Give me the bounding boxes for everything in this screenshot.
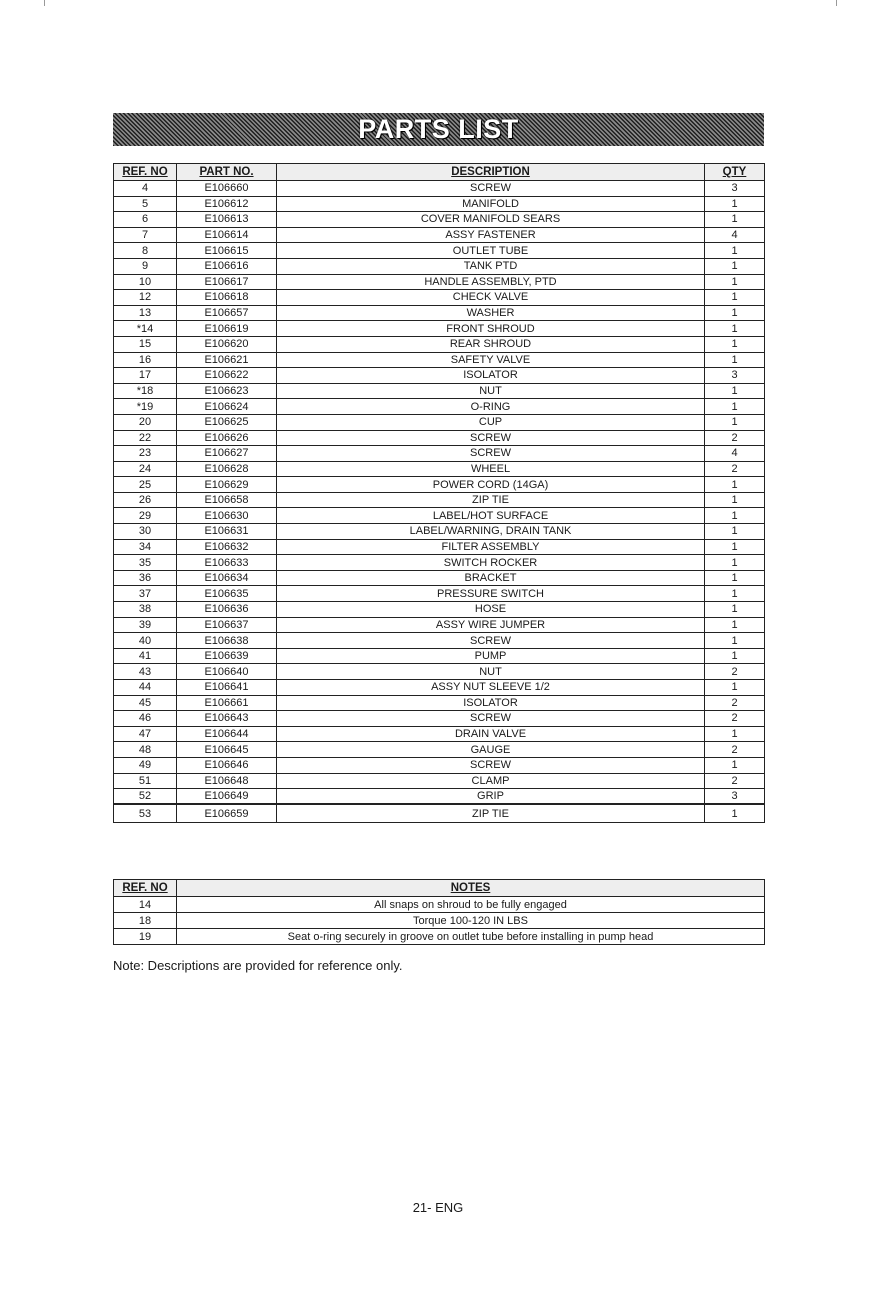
cell-description: SCREW xyxy=(277,446,705,462)
note-cell-ref-no: 19 xyxy=(114,929,177,945)
cell-description: O-RING xyxy=(277,399,705,415)
cell-description: FRONT SHROUD xyxy=(277,321,705,337)
cell-part-no: E106643 xyxy=(177,711,277,727)
cell-description: WASHER xyxy=(277,305,705,321)
table-row xyxy=(114,757,765,773)
cell-description: PRESSURE SWITCH xyxy=(277,586,705,602)
cell-qty: 2 xyxy=(705,430,765,446)
cell-qty: 1 xyxy=(705,648,765,664)
cell-part-no: E106646 xyxy=(177,757,277,773)
cell-ref-no: 20 xyxy=(114,414,177,430)
cell-description: TANK PTD xyxy=(277,258,705,274)
cell-part-no: E106621 xyxy=(177,352,277,368)
cell-part-no: E106613 xyxy=(177,212,277,228)
cell-part-no: E106645 xyxy=(177,742,277,758)
note-cell-text: All snaps on shroud to be fully engaged xyxy=(177,897,765,913)
cell-ref-no: 13 xyxy=(114,305,177,321)
table-row xyxy=(114,804,765,822)
cell-description: ZIP TIE xyxy=(277,804,705,822)
cell-description: HANDLE ASSEMBLY, PTD xyxy=(277,274,705,290)
cell-part-no: E106635 xyxy=(177,586,277,602)
cell-ref-no: 29 xyxy=(114,508,177,524)
cell-qty: 1 xyxy=(705,508,765,524)
cell-ref-no: 41 xyxy=(114,648,177,664)
cell-ref-no: 51 xyxy=(114,773,177,789)
cell-qty: 1 xyxy=(705,383,765,399)
cell-description: ISOLATOR xyxy=(277,695,705,711)
cell-part-no: E106627 xyxy=(177,446,277,462)
table-row xyxy=(114,539,765,555)
table-row xyxy=(114,617,765,633)
cell-ref-no: 26 xyxy=(114,492,177,508)
cell-qty: 1 xyxy=(705,321,765,337)
cell-qty: 1 xyxy=(705,539,765,555)
cell-ref-no: 9 xyxy=(114,258,177,274)
cell-description: LABEL/WARNING, DRAIN TANK xyxy=(277,524,705,540)
cell-ref-no: 52 xyxy=(114,789,177,805)
cell-description: CUP xyxy=(277,414,705,430)
cell-part-no: E106640 xyxy=(177,664,277,680)
cell-ref-no: 4 xyxy=(114,181,177,197)
cell-description: ZIP TIE xyxy=(277,492,705,508)
cell-description: NUT xyxy=(277,383,705,399)
table-row xyxy=(114,181,765,197)
cell-part-no: E106634 xyxy=(177,570,277,586)
cell-qty: 1 xyxy=(705,633,765,649)
cell-part-no: E106619 xyxy=(177,321,277,337)
cell-description: BRACKET xyxy=(277,570,705,586)
cell-ref-no: 12 xyxy=(114,290,177,306)
table-row xyxy=(114,570,765,586)
cell-description: GRIP xyxy=(277,789,705,805)
note-cell-ref-no: 18 xyxy=(114,913,177,929)
cell-qty: 1 xyxy=(705,492,765,508)
cell-ref-no: 6 xyxy=(114,212,177,228)
reference-footnote: Note: Descriptions are provided for reference only. xyxy=(113,958,403,973)
table-row xyxy=(114,508,765,524)
cell-qty: 1 xyxy=(705,524,765,540)
cell-part-no: E106625 xyxy=(177,414,277,430)
cell-ref-no: 39 xyxy=(114,617,177,633)
cell-description: ASSY WIRE JUMPER xyxy=(277,617,705,633)
cell-ref-no: 46 xyxy=(114,711,177,727)
cell-description: SCREW xyxy=(277,430,705,446)
cell-qty: 1 xyxy=(705,336,765,352)
cell-description: CLAMP xyxy=(277,773,705,789)
cell-qty: 1 xyxy=(705,477,765,493)
cell-qty: 1 xyxy=(705,258,765,274)
cell-ref-no: 49 xyxy=(114,757,177,773)
note-row xyxy=(114,897,765,913)
cell-ref-no: 47 xyxy=(114,726,177,742)
note-row xyxy=(114,913,765,929)
cell-part-no: E106644 xyxy=(177,726,277,742)
table-row xyxy=(114,648,765,664)
cell-description: MANIFOLD xyxy=(277,196,705,212)
cell-description: ISOLATOR xyxy=(277,368,705,384)
table-row xyxy=(114,383,765,399)
cell-description: CHECK VALVE xyxy=(277,290,705,306)
cell-description: COVER MANIFOLD SEARS xyxy=(277,212,705,228)
header-part-no: PART NO. xyxy=(177,164,277,181)
cell-part-no: E106632 xyxy=(177,539,277,555)
cell-description: FILTER ASSEMBLY xyxy=(277,539,705,555)
cell-description: WHEEL xyxy=(277,461,705,477)
cell-ref-no: 40 xyxy=(114,633,177,649)
table-row xyxy=(114,492,765,508)
cell-part-no: E106637 xyxy=(177,617,277,633)
page-number: 21- ENG xyxy=(412,1200,464,1215)
parts-table xyxy=(113,163,765,823)
cell-qty: 2 xyxy=(705,664,765,680)
cell-qty: 1 xyxy=(705,602,765,618)
cell-part-no: E106630 xyxy=(177,508,277,524)
cell-description: DRAIN VALVE xyxy=(277,726,705,742)
parts-table-header xyxy=(114,164,765,181)
table-row xyxy=(114,274,765,290)
cell-description: ASSY FASTENER xyxy=(277,227,705,243)
cell-part-no: E106622 xyxy=(177,368,277,384)
cell-ref-no: 16 xyxy=(114,352,177,368)
header-ref-no: REF. NO xyxy=(114,164,177,181)
header-qty: QTY xyxy=(705,164,765,181)
table-row xyxy=(114,726,765,742)
table-row xyxy=(114,227,765,243)
cell-ref-no: 30 xyxy=(114,524,177,540)
cell-qty: 1 xyxy=(705,414,765,430)
cell-ref-no: 7 xyxy=(114,227,177,243)
cell-qty: 3 xyxy=(705,368,765,384)
cell-description: LABEL/HOT SURFACE xyxy=(277,508,705,524)
note-row xyxy=(114,929,765,945)
table-row xyxy=(114,461,765,477)
cell-qty: 1 xyxy=(705,617,765,633)
cell-ref-no: *18 xyxy=(114,383,177,399)
table-row xyxy=(114,586,765,602)
cell-part-no: E106615 xyxy=(177,243,277,259)
cell-ref-no: 38 xyxy=(114,602,177,618)
cell-qty: 2 xyxy=(705,711,765,727)
table-row xyxy=(114,321,765,337)
cell-qty: 4 xyxy=(705,227,765,243)
cell-part-no: E106628 xyxy=(177,461,277,477)
cell-part-no: E106639 xyxy=(177,648,277,664)
header-description: DESCRIPTION xyxy=(277,164,705,181)
notes-table xyxy=(113,879,765,945)
cell-qty: 2 xyxy=(705,695,765,711)
cell-description: SCREW xyxy=(277,633,705,649)
cell-qty: 1 xyxy=(705,804,765,822)
cell-part-no: E106612 xyxy=(177,196,277,212)
table-row xyxy=(114,555,765,571)
cell-ref-no: *14 xyxy=(114,321,177,337)
table-row xyxy=(114,680,765,696)
cell-qty: 3 xyxy=(705,181,765,197)
cell-part-no: E106614 xyxy=(177,227,277,243)
cell-part-no: E106620 xyxy=(177,336,277,352)
table-row xyxy=(114,368,765,384)
table-row xyxy=(114,336,765,352)
cell-description: SWITCH ROCKER xyxy=(277,555,705,571)
cell-qty: 1 xyxy=(705,586,765,602)
cell-qty: 2 xyxy=(705,773,765,789)
cell-description: SCREW xyxy=(277,181,705,197)
cell-description: POWER CORD (14GA) xyxy=(277,477,705,493)
table-row xyxy=(114,290,765,306)
cell-ref-no: 43 xyxy=(114,664,177,680)
cell-part-no: E106631 xyxy=(177,524,277,540)
table-row xyxy=(114,430,765,446)
cell-ref-no: 22 xyxy=(114,430,177,446)
cell-ref-no: 48 xyxy=(114,742,177,758)
table-row xyxy=(114,258,765,274)
cell-part-no: E106626 xyxy=(177,430,277,446)
cell-qty: 1 xyxy=(705,274,765,290)
cell-description: SAFETY VALVE xyxy=(277,352,705,368)
notes-header-notes: NOTES xyxy=(177,880,765,897)
table-row xyxy=(114,446,765,462)
cell-qty: 1 xyxy=(705,757,765,773)
cell-qty: 1 xyxy=(705,243,765,259)
parts-table-body xyxy=(114,181,765,823)
cell-part-no: E106641 xyxy=(177,680,277,696)
cell-ref-no: *19 xyxy=(114,399,177,415)
cell-part-no: E106633 xyxy=(177,555,277,571)
cell-part-no: E106624 xyxy=(177,399,277,415)
cell-ref-no: 10 xyxy=(114,274,177,290)
table-row xyxy=(114,789,765,805)
cell-part-no: E106657 xyxy=(177,305,277,321)
page-title: PARTS LIST xyxy=(358,114,519,144)
cell-description: HOSE xyxy=(277,602,705,618)
cell-qty: 1 xyxy=(705,305,765,321)
cell-ref-no: 44 xyxy=(114,680,177,696)
cell-part-no: E106638 xyxy=(177,633,277,649)
table-row xyxy=(114,196,765,212)
table-row xyxy=(114,399,765,415)
table-row xyxy=(114,352,765,368)
cell-ref-no: 53 xyxy=(114,804,177,822)
table-row xyxy=(114,711,765,727)
cell-ref-no: 34 xyxy=(114,539,177,555)
cell-ref-no: 24 xyxy=(114,461,177,477)
cell-qty: 1 xyxy=(705,212,765,228)
table-row xyxy=(114,243,765,259)
table-row xyxy=(114,773,765,789)
cell-ref-no: 35 xyxy=(114,555,177,571)
table-row xyxy=(114,664,765,680)
cell-qty: 1 xyxy=(705,680,765,696)
cell-qty: 2 xyxy=(705,461,765,477)
cell-qty: 1 xyxy=(705,555,765,571)
table-row xyxy=(114,414,765,430)
cell-ref-no: 45 xyxy=(114,695,177,711)
cell-part-no: E106660 xyxy=(177,181,277,197)
cell-part-no: E106649 xyxy=(177,789,277,805)
notes-table-header xyxy=(114,880,765,897)
cell-ref-no: 23 xyxy=(114,446,177,462)
cell-qty: 1 xyxy=(705,570,765,586)
table-row xyxy=(114,695,765,711)
cell-part-no: E106616 xyxy=(177,258,277,274)
cell-part-no: E106617 xyxy=(177,274,277,290)
cell-ref-no: 5 xyxy=(114,196,177,212)
cell-description: OUTLET TUBE xyxy=(277,243,705,259)
note-cell-text: Seat o-ring securely in groove on outlet tube before installing in pump head xyxy=(177,929,765,945)
cell-description: REAR SHROUD xyxy=(277,336,705,352)
table-row xyxy=(114,524,765,540)
cell-description: ASSY NUT SLEEVE 1/2 xyxy=(277,680,705,696)
cell-part-no: E106661 xyxy=(177,695,277,711)
table-row xyxy=(114,742,765,758)
cell-description: SCREW xyxy=(277,757,705,773)
cell-qty: 1 xyxy=(705,399,765,415)
cell-part-no: E106623 xyxy=(177,383,277,399)
table-row xyxy=(114,212,765,228)
parts-list-banner xyxy=(113,113,764,146)
cell-part-no: E106648 xyxy=(177,773,277,789)
cell-qty: 4 xyxy=(705,446,765,462)
cell-description: NUT xyxy=(277,664,705,680)
note-cell-text: Torque 100-120 IN LBS xyxy=(177,913,765,929)
cell-ref-no: 25 xyxy=(114,477,177,493)
cell-qty: 1 xyxy=(705,352,765,368)
cell-part-no: E106618 xyxy=(177,290,277,306)
cell-ref-no: 36 xyxy=(114,570,177,586)
cell-description: SCREW xyxy=(277,711,705,727)
cell-ref-no: 37 xyxy=(114,586,177,602)
table-row xyxy=(114,305,765,321)
cell-description: GAUGE xyxy=(277,742,705,758)
table-row xyxy=(114,477,765,493)
table-row xyxy=(114,633,765,649)
cell-qty: 2 xyxy=(705,742,765,758)
cell-part-no: E106636 xyxy=(177,602,277,618)
cell-qty: 3 xyxy=(705,789,765,805)
crop-mark-left xyxy=(44,0,45,6)
crop-mark-right xyxy=(836,0,837,6)
cell-ref-no: 15 xyxy=(114,336,177,352)
cell-ref-no: 17 xyxy=(114,368,177,384)
notes-table-body xyxy=(114,897,765,945)
cell-qty: 1 xyxy=(705,726,765,742)
cell-qty: 1 xyxy=(705,196,765,212)
cell-qty: 1 xyxy=(705,290,765,306)
cell-ref-no: 8 xyxy=(114,243,177,259)
notes-header-ref-no: REF. NO xyxy=(114,880,177,897)
note-cell-ref-no: 14 xyxy=(114,897,177,913)
table-row xyxy=(114,602,765,618)
cell-part-no: E106658 xyxy=(177,492,277,508)
cell-part-no: E106659 xyxy=(177,804,277,822)
cell-description: PUMP xyxy=(277,648,705,664)
cell-part-no: E106629 xyxy=(177,477,277,493)
